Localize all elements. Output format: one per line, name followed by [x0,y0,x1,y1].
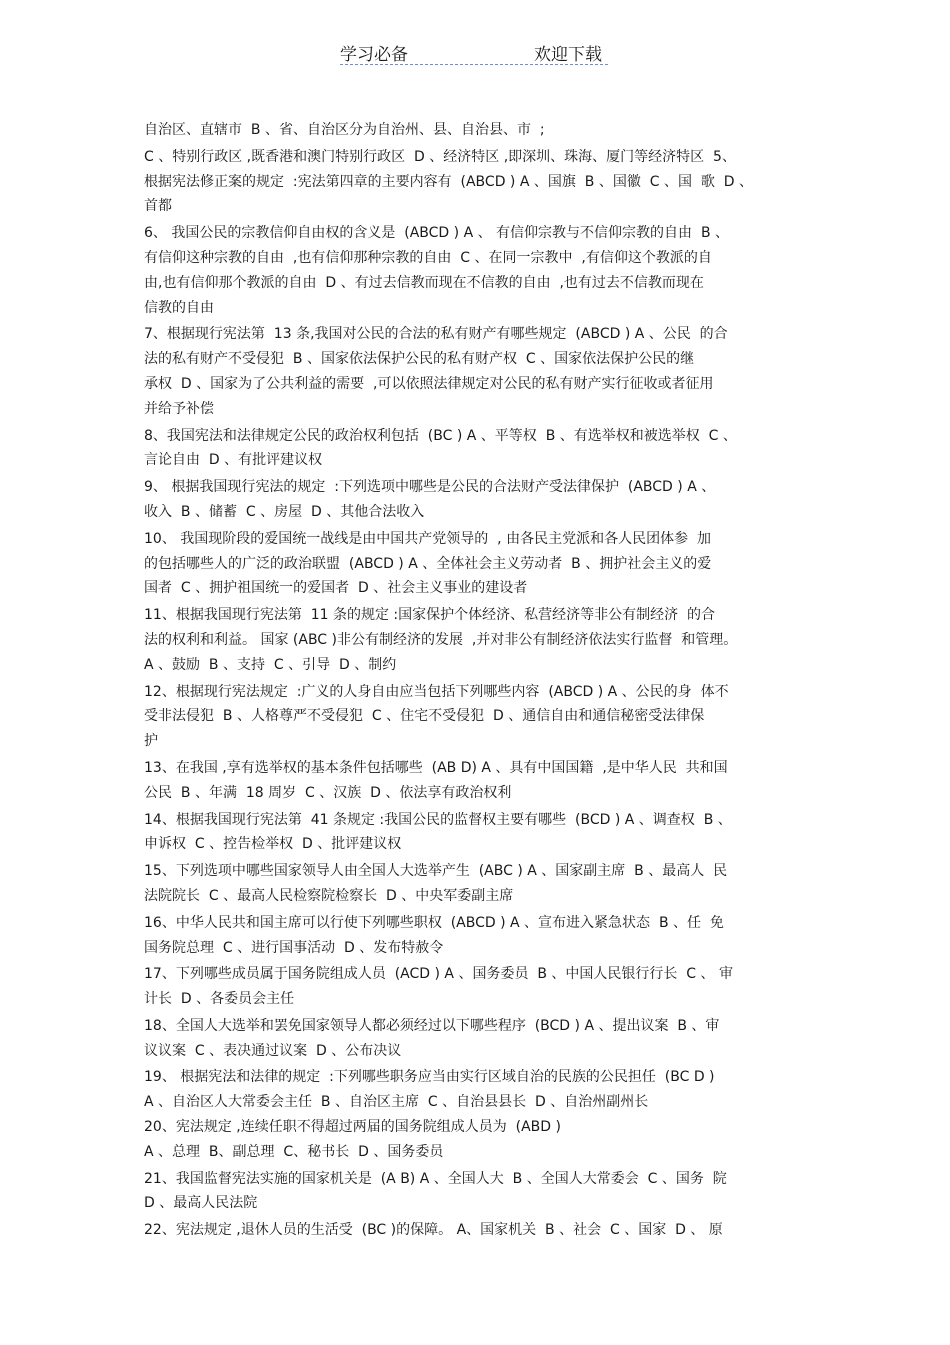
text-line: A 、总理 B、副总理 C、秘书长 D 、国务委员 [144,1143,444,1160]
text-line: D 、最高人民法院 [144,1195,258,1212]
text-line: 言论自由 D 、有批评建议权 [144,452,323,469]
text-line: 17、下列哪些成员属于国务院组成人员 (ACD ) A 、国务委员 B 、中国人民银行行长 C 、 审 [144,966,733,983]
text-line: 信教的自由 [144,299,214,316]
text-line: 21、我国监督宪法实施的国家机关是 (A B) A 、全国人大 B 、全国人大常委会 C 、国务 院 [144,1170,727,1187]
text-line: 申诉权 C 、控告检举权 D 、批评建议权 [144,836,402,853]
text-line: 19、 根据宪法和法律的规定 :下列哪些职务应当由实行区域自治的民族的公民担任 (BC D ) [144,1069,715,1086]
text-line: 15、下列选项中哪些国家领导人由全国人大选举产生 (ABC ) A 、国家副主席 B 、最高人 民 [144,863,728,880]
document-body [144,118,809,1243]
text-line: 8、我国宪法和法律规定公民的政治权利包括 (BC ) A 、平等权 B 、有选举权和被选举权 C 、 [144,427,737,444]
text-line: 法院院长 C 、最高人民检察院检察长 D 、中央军委副主席 [144,887,514,904]
header-left-text: 学习必备 [340,45,408,65]
text-line: 议议案 C 、表决通过议案 D 、公布决议 [144,1042,402,1059]
text-line: 18、全国人大选举和罢免国家领导人都必须经过以下哪些程序 (BCD ) A 、提出议案 B 、审 [144,1017,720,1034]
text-line: 16、中华人民共和国主席可以行使下列哪些职权 (ABCD ) A 、宣布进入紧急状态 B 、任 免 [144,914,724,931]
text-line: 20、宪法规定 ,连续任职不得超过两届的国务院组成人员为 (ABD ) [144,1119,561,1136]
text-line: 根据宪法修正案的规定 :宪法第四章的主要内容有 (ABCD ) A 、国旗 B 、国徽 C 、国 歌 D 、 [144,173,753,190]
text-line: 收入 B 、储蓄 C 、房屋 D 、其他合法收入 [144,503,425,520]
text-line: 由,也有信仰那个教派的自由 D 、有过去信教而现在不信教的自由 ,也有过去不信教而现在 [144,274,704,291]
text-line: 9、 根据我国现行宪法的规定 :下列选项中哪些是公民的合法财产受法律保护 (ABCD ) A 、 [144,479,716,496]
text-line: 承权 D 、国家为了公共利益的需要 ,可以依照法律规定对公民的私有财产实行征收或者征用 [144,375,714,392]
text-line: 10、 我国现阶段的爱国统一战线是由中国共产党领导的 , 由各民主党派和各人民团体参 加 [144,530,711,547]
text-line: 国务院总理 C 、进行国事活动 D 、发布特赦令 [144,939,444,956]
text-line: 6、 我国公民的宗教信仰自由权的含义是 (ABCD ) A 、 有信仰宗教与不信仰宗教的自由 B 、 [144,225,730,242]
text-line: 并给予补偿 [144,400,214,417]
text-line: 计长 D 、各委员会主任 [144,991,295,1008]
text-line: 有信仰这种宗教的自由 ,也有信仰那种宗教的自由 C 、在同一宗教中 ,有信仰这个教派的自 [144,249,712,266]
text-line: 7、根据现行宪法第 13 条,我国对公民的合法的私有财产有哪些规定 (ABCD ) A 、公民 的合 [144,326,728,343]
text-line: 法的权利和利益。 国家 (ABC )非公有制经济的发展 ,并对非公有制经济依法实行监督 和管理。 [144,631,738,648]
text-line: 13、在我国 ,享有选举权的基本条件包括哪些 (AB D) A 、具有中国国籍 ,是中华人民 共和国 [144,759,728,776]
text-line: 11、根据我国现行宪法第 11 条的规定 :国家保护个体经济、私营经济等非公有制经济 的合 [144,607,716,624]
text-line: A 、自治区人大常委会主任 B 、自治区主席 C 、自治县县长 D 、自治州副州长 [144,1094,649,1111]
page-header [340,40,608,65]
text-line: 首都 [144,198,172,215]
text-line: 12、根据现行宪法规定 :广义的人身自由应当包括下列哪些内容 (ABCD ) A 、公民的身 体不 [144,683,729,700]
text-line: 14、根据我国现行宪法第 41 条规定 :我国公民的监督权主要有哪些 (BCD ) A 、调查权 B 、 [144,811,732,828]
text-line: 国者 C 、拥护祖国统一的爱国者 D 、社会主义事业的建设者 [144,580,528,597]
text-line: C 、特别行政区 ,既香港和澳门特别行政区 D 、经济特区 ,即深圳、珠海、厦门等经济特区 5、 [144,148,736,165]
text-line: 22、宪法规定 ,退休人员的生活受 (BC )的保障。 A、国家机关 B 、社会 C 、国家 D 、 原 [144,1222,723,1239]
text-line: 自治区、直辖市 B 、省、自治区分为自治州、县、自治县、市 ; [144,122,545,138]
text-line: 受非法侵犯 B 、人格尊严不受侵犯 C 、住宅不受侵犯 D 、通信自由和通信秘密受法律保 [144,708,705,725]
text-line: A 、鼓励 B 、支持 C 、引导 D 、制约 [144,656,397,673]
text-line: 的包括哪些人的广泛的政治联盟 (ABCD ) A 、全体社会主义劳动者 B 、拥护社会主义的爱 [144,555,712,572]
header-right-text: 欢迎下载 [534,45,602,65]
text-line: 法的私有财产不受侵犯 B 、国家依法保护公民的私有财产权 C 、国家依法保护公民的继 [144,351,695,368]
text-line: 公民 B 、年满 18 周岁 C 、汉族 D 、依法享有政治权利 [144,784,512,801]
text-line: 护 [144,733,158,750]
